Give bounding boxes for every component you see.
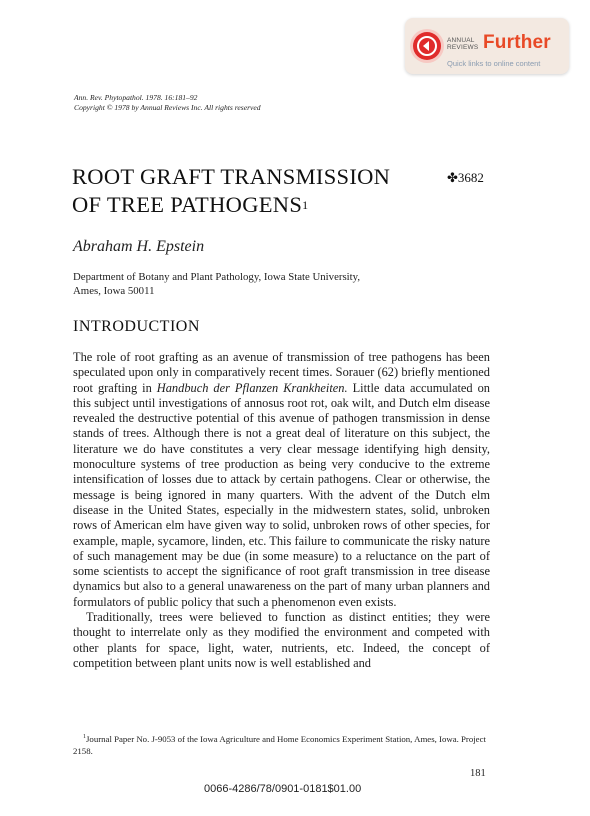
title-footnote-mark: 1 (302, 198, 309, 212)
banner-tagline: Quick links to online content (447, 59, 541, 68)
body-text (73, 350, 490, 671)
footnote: $^1$Journal Paper No. J-9053 of the Iowa Agriculture and Home Economics Experiment Station, Ames, Iowa. Project 2158. (73, 733, 486, 756)
journal-citation: Ann. Rev. Phytopathol. 1978. 16:181–92 Copyright © 1978 by Annual Reviews Inc. All rights reserved (74, 93, 261, 112)
banner-publisher: ANNUAL REVIEWS (447, 37, 479, 51)
page-number: 181 (470, 768, 486, 779)
article-code: ✤3682 (447, 170, 484, 185)
annual-reviews-further-banner[interactable] (405, 18, 569, 74)
issn-price-line: 0066-4286/78/0901-0181$01.00 (204, 783, 362, 795)
paragraph-2: Traditionally, trees were believed to function as distinct entities; they were thought to interrelate only as they modified the environment and competed with other plants for space, light, water, nutrients, etc. Indeed, the concept of competition between plant units now is well established and (73, 610, 490, 670)
section-heading: INTRODUCTION (73, 318, 200, 335)
play-icon (413, 32, 441, 60)
author-name: Abraham H. Epstein (73, 238, 205, 255)
paragraph-1: The role of root grafting as an avenue of transmission of tree pathogens has been speculated upon only in comparatively recent times. Sorauer (62) briefly mentioned root grafting in Handbuch der Pflanzen Krankheiten. Little data accumulated on this subject until investigations of annosus root rot, oak wilt, and Dutch elm disease revealed the destructive potential of this avenue of pathogen transmission in dense stands of trees. Although there is not a great deal of literature on this subject, the literature we do have constitutes a very clear message identifying high density, monoculture systems of tree production as being very conducive to the extreme intensification of losses due to attack by certain pathogens. Clear or otherwise, the message is being ignored in many quarters. With the advent of the Dutch elm disease in the United States, especially in the midwestern states, solid, unbroken rows of American elm have given way to solid, unbroken rows of other species, for example, maple, sycamore, linden, etc. This failure to communicate the risky nature of such management may be due (in some measure) to a reluctance on the part of some scientists to accept the significance of root graft transmission in tree disease dynamics but also to a general unawareness on the part of many urban planners and formulators of public policy that such a phenomenon even exists. (73, 350, 491, 609)
article-title: ROOT GRAFT TRANSMISSION OF TREE PATHOGENS$^1$ (72, 164, 391, 217)
banner-brand: Further (483, 32, 551, 53)
author-affiliation: Department of Botany and Plant Pathology, Iowa State University, Ames, Iowa 50011 (73, 271, 361, 298)
